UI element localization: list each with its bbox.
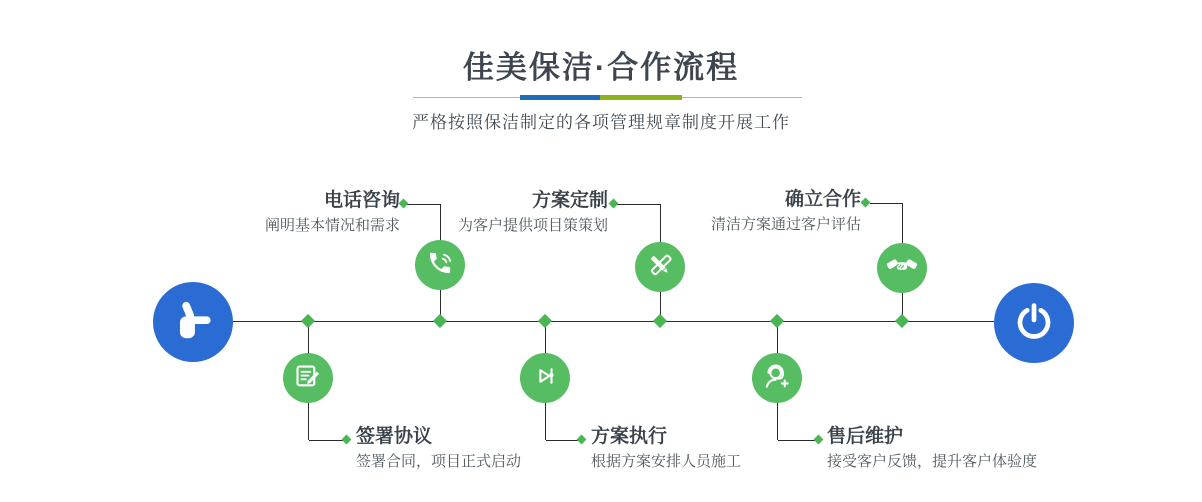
diamond-marker: [301, 314, 315, 328]
label-line-handshake: [870, 203, 903, 204]
contract-icon: [293, 361, 323, 396]
diamond-marker: [538, 314, 552, 328]
step-title: 方案执行: [591, 426, 668, 447]
node-aftersale: [752, 353, 802, 403]
timeline-main-line: [233, 321, 994, 322]
headset-icon: [761, 360, 793, 397]
phone-icon: [425, 248, 455, 283]
step-title: 方案定制: [531, 190, 608, 211]
step-handshake-label: [601, 189, 861, 234]
divider-accent-blue: [520, 95, 600, 100]
node-phone: [415, 240, 465, 290]
timeline-start-node: [153, 282, 233, 362]
diamond-marker: [653, 314, 667, 328]
step-title: 售后维护: [827, 426, 904, 447]
label-line-contract: [309, 440, 346, 441]
handshake-icon: [886, 250, 918, 287]
step-design-label: [348, 190, 608, 235]
diamond-marker: [433, 314, 447, 328]
power-icon: [1013, 300, 1055, 347]
hand-pointer-icon: [170, 297, 216, 348]
step-aftersale-label: [827, 426, 1087, 471]
page-subtitle: 严格按照保洁制定的各项管理规章制度开展工作: [412, 113, 790, 132]
diamond-marker: [895, 314, 909, 328]
step-desc: 根据方案安排人员施工: [591, 453, 742, 470]
page-title: 佳美保洁·合作流程: [462, 50, 740, 85]
node-handshake: [877, 243, 927, 293]
step-desc: 签署合同，项目正式启动: [356, 453, 522, 470]
diamond-marker: [770, 314, 784, 328]
step-title: 电话咨询: [323, 190, 400, 211]
step-contract-label: [356, 426, 616, 471]
diamond-marker-small: [342, 435, 352, 445]
step-desc: 阐明基本情况和需求: [264, 217, 400, 234]
step-title: 签署协议: [356, 426, 433, 447]
divider-accent-green: [600, 95, 682, 100]
play-icon: [530, 361, 560, 396]
step-desc: 清洁方案通过客户评估: [710, 216, 861, 233]
diamond-marker-small: [861, 198, 871, 208]
node-execute: [520, 353, 570, 403]
node-design: [635, 242, 685, 292]
timeline-end-node: [994, 283, 1074, 363]
step-title: 确立合作: [784, 189, 861, 210]
design-tools-icon: [645, 250, 675, 285]
step-desc: 接受客户反馈，提升客户体验度: [827, 453, 1038, 470]
node-contract: [283, 353, 333, 403]
step-execute-label: [591, 426, 851, 471]
step-desc: 为客户提供项目策策划: [457, 217, 608, 234]
